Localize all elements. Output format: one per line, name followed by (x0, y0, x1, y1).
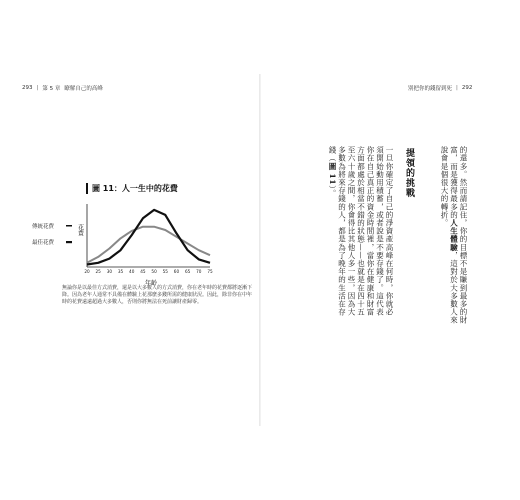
section-heading: 提領的挑戰 (404, 148, 414, 198)
left-chapter-label: 第 5 章 (42, 86, 61, 92)
paragraph-2 (328, 146, 395, 324)
right-page-header (408, 84, 472, 92)
x-tick-label: 40 (129, 269, 135, 274)
paragraph-1-emphasis: 人生體驗 (449, 218, 459, 252)
right-page-number: 292 (461, 85, 473, 91)
x-tick-label: 50 (151, 269, 157, 274)
x-tick-label: 75 (207, 269, 213, 274)
x-tick-label: 35 (117, 269, 124, 274)
spending-chart (30, 194, 220, 274)
right-book-title: 別把你的錢留到死 (408, 86, 453, 92)
figure-caption: 無論你是以最佳方式消費，還是以大多數人的方式消費，你在老年時的花費都將逐漸下降。因為老年人通常不具備在體驗上花那麼多錢所需的健康狀況。因此，除非你在中年時的花費遠遠超過大多數人，否則你將無法在死前讓財產歸零。 (62, 285, 253, 305)
paragraph-1-end: ，這對於大多數人來說會是個很大的轉折。 (440, 146, 459, 325)
legend-label-2: 最佳花費 (32, 240, 55, 246)
book-gutter (259, 74, 261, 426)
x-tick-label: 70 (196, 269, 202, 274)
figure-title: 圖 11：人一生中的花費 (86, 183, 178, 194)
left-chapter-title: 瞭解自己的高峰 (64, 86, 103, 92)
legend-label-1: 傳統花費 (32, 224, 55, 230)
x-tick-label: 65 (184, 269, 191, 274)
left-page-header (22, 84, 103, 92)
header-separator: | (456, 85, 458, 91)
x-tick-label: 45 (140, 269, 146, 274)
series-line-1 (87, 227, 210, 263)
paragraph-1 (440, 146, 469, 326)
x-tick-label: 20 (84, 269, 90, 274)
paragraph-1-text: 的還多。然而請記住，你的目標不是賺到最多的財富，而是獲得最多的 (449, 146, 468, 325)
x-axis-label: 年齡 (145, 280, 158, 287)
figure-reference: 圖 11 (328, 162, 337, 186)
header-separator: | (36, 85, 39, 91)
series-line-2 (87, 210, 210, 265)
paragraph-2-text: 一旦你確定了自己的淨資產高峰在何時，你就必須開始動用積蓄，或者說是不要存錢了。這代表你在自己真正的資金時間裡，當你在健康和財富方面都處於相當不錯的狀態——也就是在四十五至六十歲之間，你會得比其他人多一些，因為大多數為將來存錢的人，都是為了晚年的生活在存錢（ (328, 146, 394, 317)
legend-marker-1 (66, 225, 72, 227)
legend-marker-2 (66, 241, 72, 243)
left-page-number: 293 (22, 85, 33, 91)
x-tick-label: 30 (106, 269, 113, 274)
y-axis-label: 花費 (76, 224, 84, 236)
x-tick-label: 60 (173, 269, 180, 274)
x-tick-label: 55 (162, 269, 168, 274)
paragraph-2-end: ）。 (328, 185, 337, 198)
x-tick-label: 25 (95, 269, 101, 274)
